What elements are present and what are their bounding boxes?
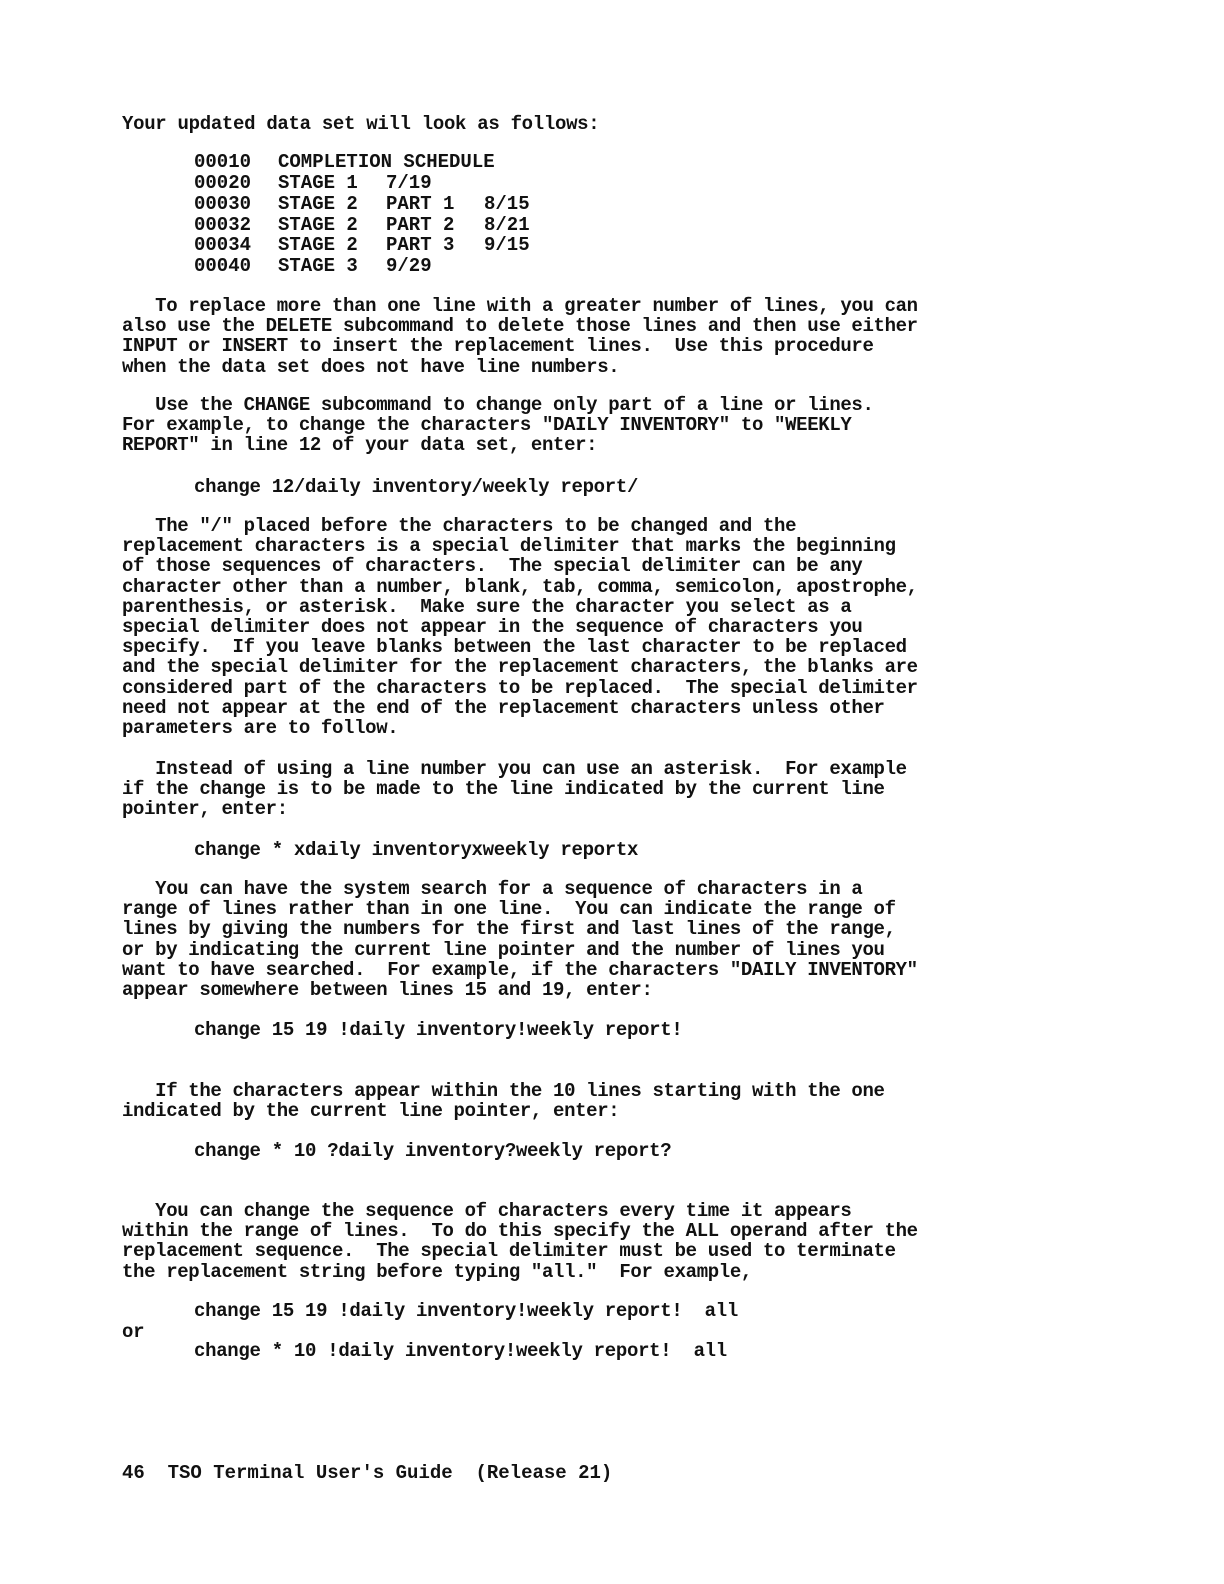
line-content: STAGE 2 bbox=[278, 214, 358, 236]
paragraph-range-search: You can have the system search for a sequence of characters in a range of lines rather than in one line. You can indicate the range of lines by giving the numbers for the first and last lines of the range, or by indicating the current line pointer and the number of lines you want to have searched. For example, if the characters "DAILY INVENTORY" appear somewhere between lines 15 and 19, enter: bbox=[122, 878, 918, 1002]
line-content: STAGE 2 bbox=[278, 193, 358, 215]
line-content: 8/21 bbox=[484, 214, 530, 236]
line-number: 00030 bbox=[194, 193, 252, 215]
command-example: change * 10 !daily inventory!weekly report! all bbox=[194, 1340, 727, 1362]
paragraph-replace-lines: To replace more than one line with a greater number of lines, you can also use the DELETE subcommand to delete those lines and then use either INPUT or INSERT to insert the replacement lines. Use this procedure when the data set does not have line numbers. bbox=[122, 295, 918, 378]
line-content: 8/15 bbox=[484, 193, 530, 215]
paragraph-current-line: If the characters appear within the 10 lines starting with the one indicated by the current line pointer, enter: bbox=[122, 1080, 885, 1123]
command-example: change * 10 ?daily inventory?weekly report? bbox=[194, 1140, 672, 1162]
page-footer: 46 TSO Terminal User's Guide (Release 21) bbox=[122, 1462, 613, 1484]
paragraph-all-operand: You can change the sequence of characters every time it appears within the range of lines. To do this specify the ALL operand after the replacement sequence. The special delimiter must be used to terminate the replacement string before typing "all." For example, bbox=[122, 1200, 918, 1283]
line-number: 00020 bbox=[194, 172, 252, 194]
or-separator: or bbox=[122, 1321, 145, 1343]
command-example: change 12/daily inventory/weekly report/ bbox=[194, 476, 639, 498]
command-example: change 15 19 !daily inventory!weekly report! bbox=[194, 1019, 683, 1041]
line-number: 00040 bbox=[194, 255, 252, 277]
line-content: STAGE 3 bbox=[278, 255, 358, 277]
line-content: PART 3 bbox=[386, 234, 455, 256]
intro-text: Your updated data set will look as follows: bbox=[122, 113, 600, 135]
line-content: COMPLETION SCHEDULE bbox=[278, 151, 495, 173]
line-content: 9/15 bbox=[484, 234, 530, 256]
line-content: STAGE 2 bbox=[278, 234, 358, 256]
line-content: 7/19 bbox=[386, 172, 432, 194]
command-example: change 15 19 !daily inventory!weekly report! all bbox=[194, 1300, 738, 1322]
paragraph-special-delimiter: The "/" placed before the characters to be changed and the replacement characters is a special delimiter that marks the beginning of those sequences of characters. The special delimiter can be any character other than a number, blank, tab, comma, semicolon, apostrophe, parenthesis, or asterisk. Make sure the character you select as a special delimiter does not appear in the sequence of characters you specify. If you leave blanks between the last character to be replaced and the special delimiter for the replacement characters, the blanks are considered part of the characters to be replaced. The special delimiter need not appear at the end of the replacement characters unless other parameters are to follow. bbox=[122, 515, 918, 740]
line-number: 00010 bbox=[194, 151, 252, 173]
line-number: 00034 bbox=[194, 234, 252, 256]
command-example: change * xdaily inventoryxweekly reportx bbox=[194, 839, 639, 861]
line-content: PART 1 bbox=[386, 193, 455, 215]
line-content: 9/29 bbox=[386, 255, 432, 277]
line-number: 00032 bbox=[194, 214, 252, 236]
paragraph-asterisk: Instead of using a line number you can use an asterisk. For example if the change is to be made to the line indicated by the current line pointer, enter: bbox=[122, 758, 907, 821]
line-content: PART 2 bbox=[386, 214, 455, 236]
paragraph-change-subcommand: Use the CHANGE subcommand to change only part of a line or lines. For example, to change the characters "DAILY INVENTORY" to "WEEKLY REPORT" in line 12 of your data set, enter: bbox=[122, 394, 874, 457]
line-content: STAGE 1 bbox=[278, 172, 358, 194]
